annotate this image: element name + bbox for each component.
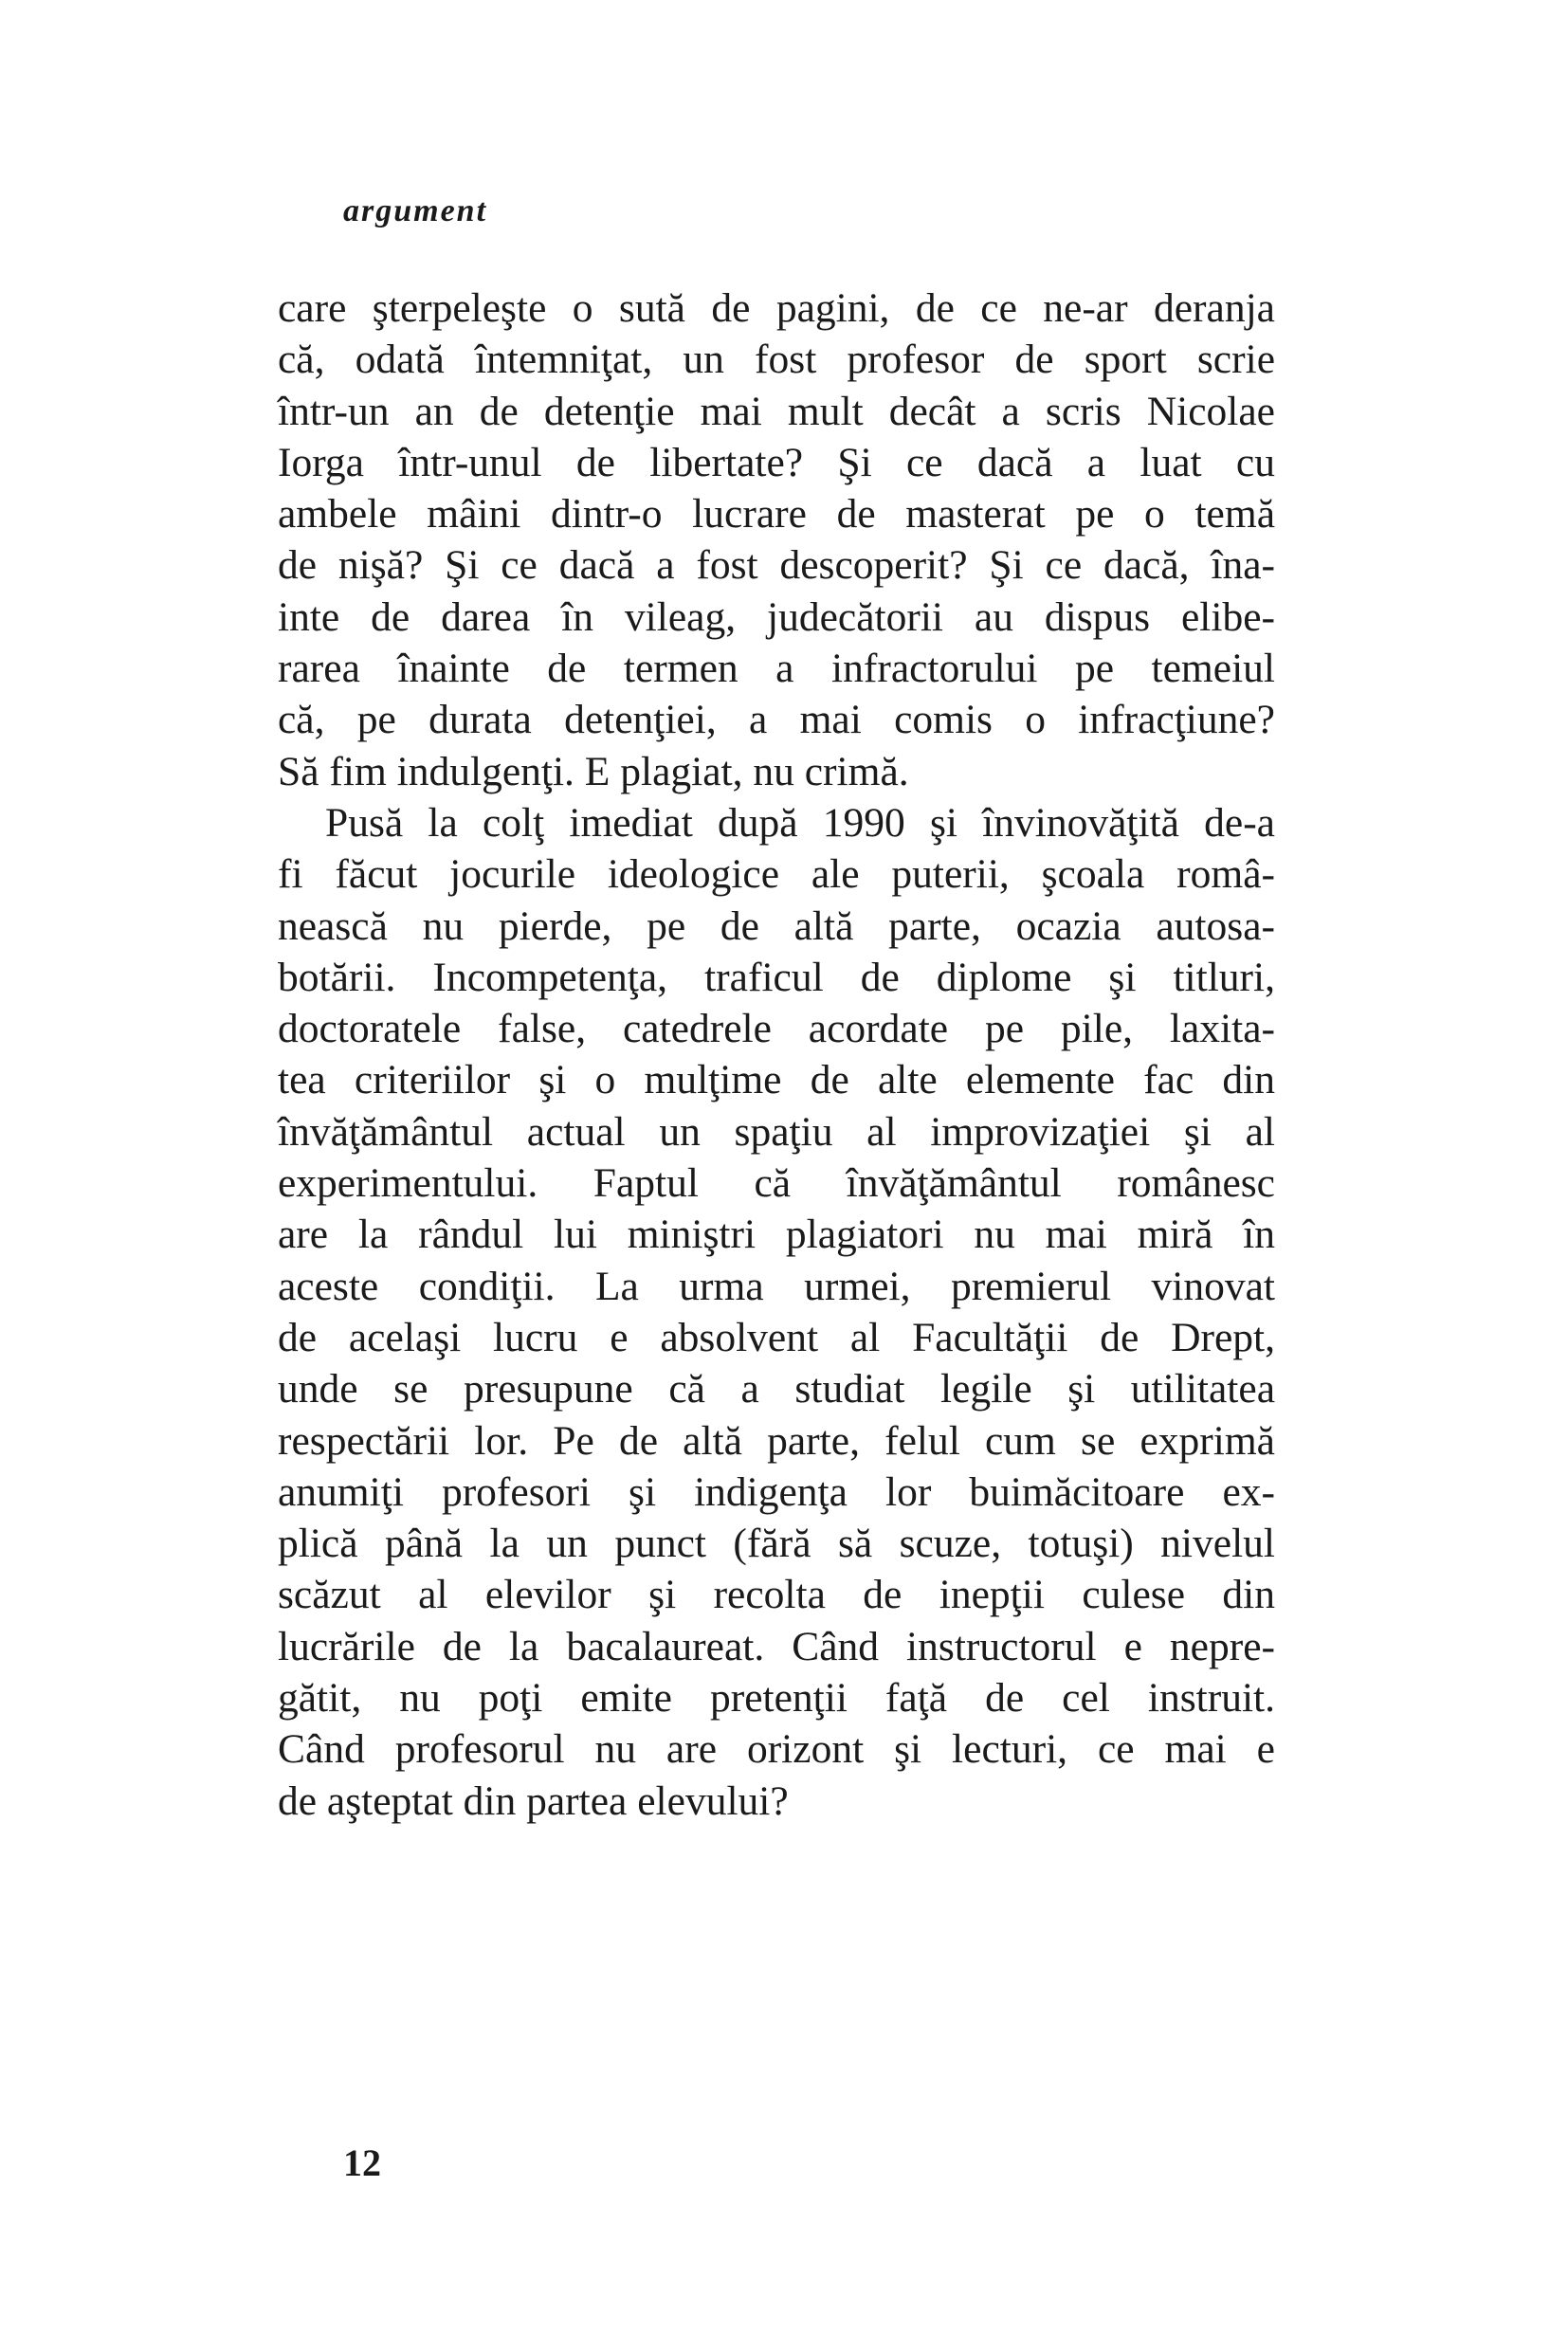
text-line: respectării lor. Pe de altă parte, felul cum se exprimă — [278, 1417, 1275, 1464]
text-line: fi făcut jocurile ideologice ale puterii, şcoala româ- — [278, 851, 1275, 898]
text-line: plică până la un punct (fără să scuze, totuşi) nivelul — [278, 1521, 1275, 1567]
text-line: scăzut al elevilor şi recolta de inepţii culese din — [278, 1572, 1275, 1618]
text-line: lucrările de la bacalaureat. Când instructorul e nepre- — [278, 1623, 1275, 1669]
text-line: că, pe durata detenţiei, a mai comis o infracţiune? — [278, 697, 1275, 743]
paragraph-1 — [278, 282, 1275, 797]
text-line: aceste condiţii. La urma urmei, premierul vinovat — [278, 1263, 1275, 1309]
text-line: ambele mâini dintr-o lucrare de masterat pe o temă — [278, 491, 1275, 538]
text-line: are la rândul lui miniştri plagiatori nu mai miră în — [278, 1212, 1275, 1258]
paragraph-2 — [278, 797, 1275, 1827]
text-line: Să fim indulgenţi. E plagiat, nu crimă. — [278, 748, 909, 794]
text-line: Pusă la colţ imediat după 1990 şi învinovăţită de-a — [325, 799, 1275, 846]
text-line: că, odată întemniţat, un fost profesor de sport scrie — [278, 337, 1275, 383]
text-line: de aşteptat din partea elevului? — [278, 1777, 789, 1824]
text-line: învăţământul actual un spaţiu al improvizaţiei şi al — [278, 1108, 1275, 1155]
text-line: nească nu pierde, pe de altă parte, ocazia autosa- — [278, 902, 1275, 949]
text-line: anumiţi profesori şi indigenţa lor buimăcitoare ex- — [278, 1468, 1275, 1515]
running-head: argument — [343, 193, 488, 228]
text-line: unde se presupune că a studiat legile şi utilitatea — [278, 1366, 1275, 1412]
text-line: Iorga într-unul de libertate? Şi ce dacă a luat cu — [278, 439, 1275, 485]
text-line: de nişă? Şi ce dacă a fost descoperit? Şi ce dacă, îna- — [278, 542, 1275, 589]
text-line: rarea înainte de termen a infractorului pe temeiul — [278, 646, 1275, 692]
body-text — [278, 282, 1275, 1827]
text-line: experimentului. Faptul că învăţământul românesc — [278, 1160, 1275, 1207]
text-line: botării. Incompetenţa, traficul de diplome şi titluri, — [278, 954, 1275, 1000]
text-line: care şterpeleşte o sută de pagini, de ce ne-ar deranja — [278, 285, 1275, 331]
text-line: de acelaşi lucru e absolvent al Facultăţii de Drept, — [278, 1314, 1275, 1360]
text-line: într-un an de detenţie mai mult decât a scris Nicolae — [278, 388, 1275, 434]
text-line: Când profesorul nu are orizont şi lecturi, ce mai e — [278, 1726, 1275, 1773]
text-line: gătit, nu poţi emite pretenţii faţă de cel instruit. — [278, 1675, 1275, 1722]
text-line: tea criteriilor şi o mulţime de alte elemente fac din — [278, 1057, 1275, 1103]
page-number: 12 — [343, 2141, 381, 2184]
text-line: inte de darea în vileag, judecătorii au dispus elibe- — [278, 593, 1275, 640]
text-line: doctoratele false, catedrele acordate pe pile, laxita- — [278, 1006, 1275, 1052]
